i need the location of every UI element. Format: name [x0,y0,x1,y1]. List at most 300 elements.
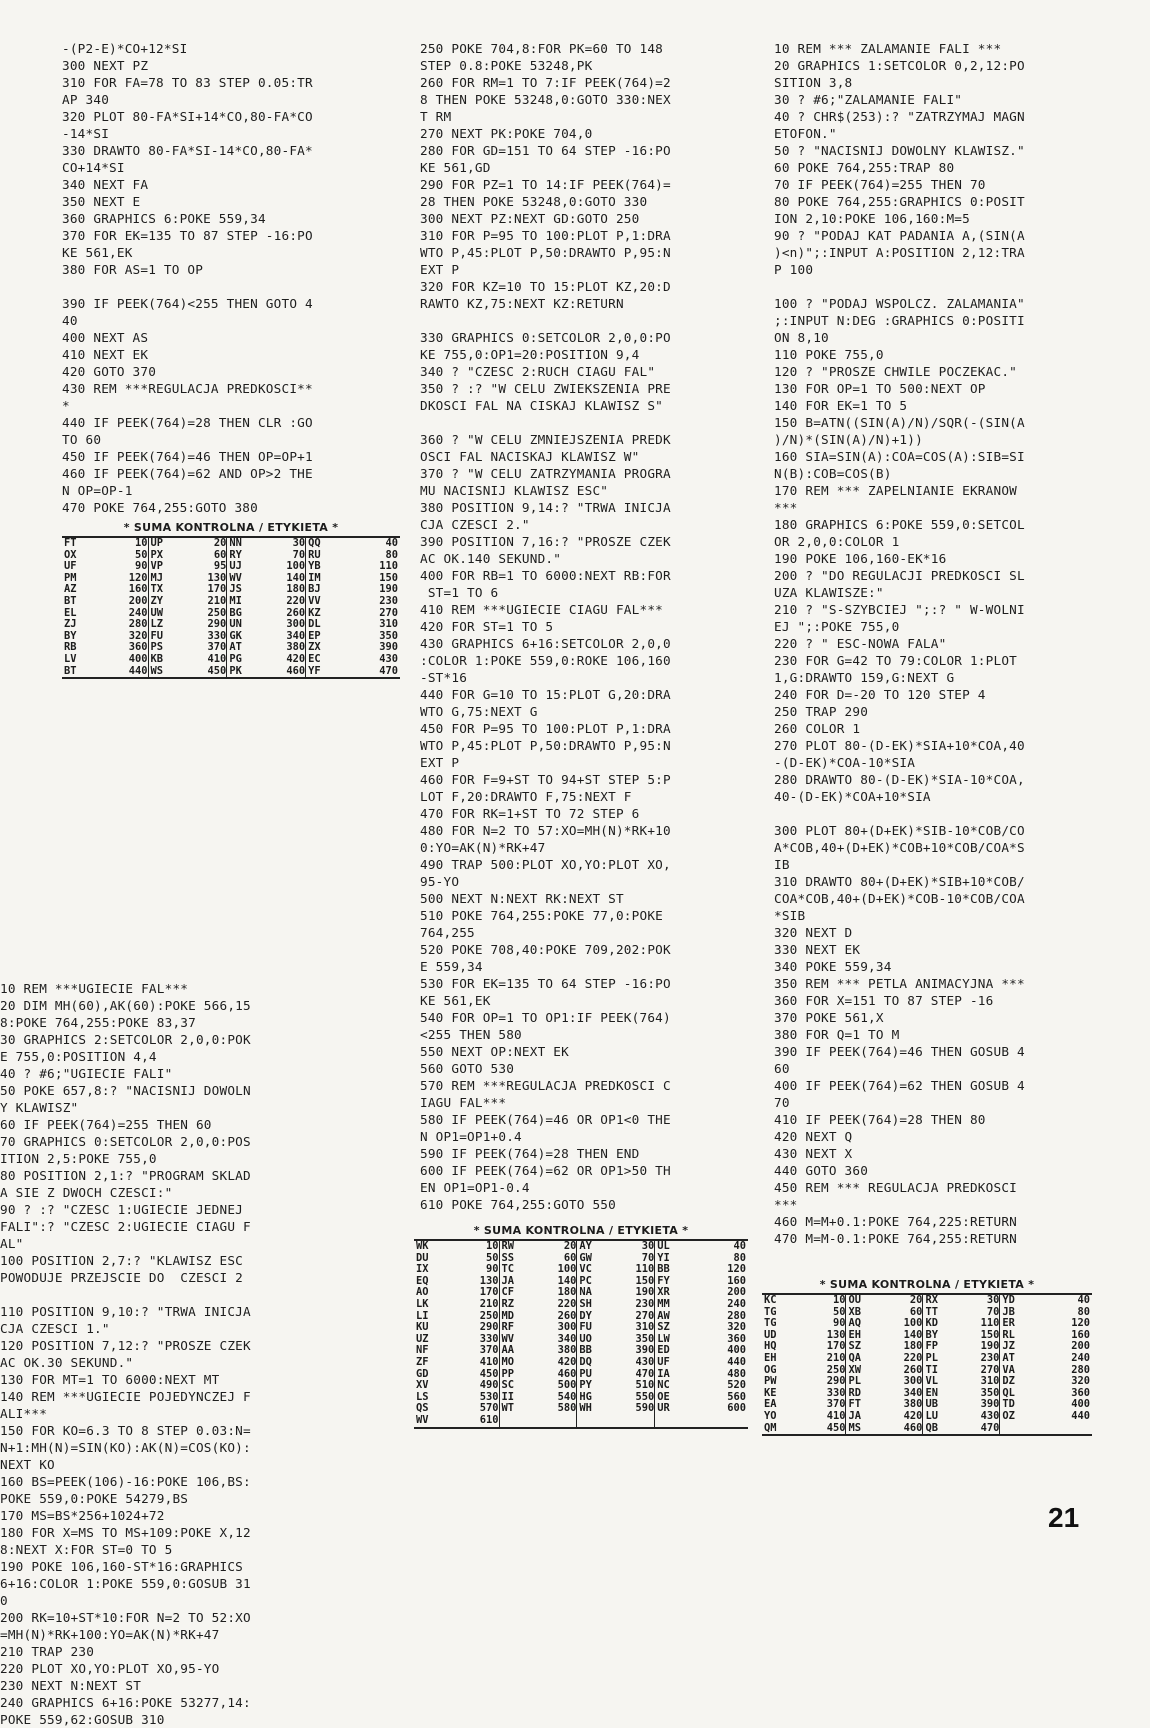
checksum-line-number: 110 [635,1263,655,1276]
code-listing-part-1a: -(P2-E)*CO+12*SI 300 NEXT PZ 310 FOR FA=78 TO 83 STEP 0.05:TR AP 340 320 PLOT 80-FA*SI+14*CO,80-FA*CO -14*SI 330 DRAWTO 80-FA*SI-14*CO,80-FA* CO+14*SI 340 NEXT FA 350 NEXT E 360 GRAPHICS 6:POKE 559,34 370 FOR EK=135 TO 87 STEP -16:PO KE 561,EK 380 FOR AS=1 TO OP 390 IF PEEK(764)<255 THEN GOTO 4 40 400 NEXT AS 410 NEXT EK 420 GOTO 370 430 REM ***REGULACJA PREDKOSCI** * 440 IF PEEK(764)=28 THEN CLR :GO TO 60 450 IF PEEK(764)=46 THEN OP=OP+1 460 IF PEEK(764)=62 AND OP>2 THE N OP=OP-1 470 POKE 764,255:GOTO 380 [62,41,313,515]
checksum-label: XB [846,1307,880,1319]
checksum-label: AT [1000,1353,1034,1365]
checksum-line-number: 260 [903,1363,923,1376]
checksum-label: XR [655,1287,690,1299]
checksum-label: PP [499,1369,534,1381]
checksum-label: IM [306,573,341,585]
checksum-line-number: 350 [635,1332,655,1345]
checksum-line-number: 280 [727,1309,746,1322]
checksum-line-number: 250 [207,606,227,619]
checksum-line-number: 600 [727,1402,746,1415]
checksum-row [414,1240,748,1253]
checksum-label: QL [1000,1388,1034,1400]
checksum-label: RU [306,550,341,562]
checksum-line-number: 130 [479,1274,499,1287]
checksum-label [577,1415,612,1428]
checksum-label: QS [416,1402,429,1415]
checksum-block-2 [414,1218,748,1429]
checksum-line-number: 290 [479,1321,499,1334]
checksum-line-number: 400 [1071,1398,1090,1411]
checksum-line-number: 310 [635,1321,655,1334]
checksum-label: PS [148,642,183,654]
checksum-title-2: * SUMA KONTROLNA / ETYKIETA * [473,1224,689,1237]
checksum-line-number: 470 [980,1421,1000,1434]
checksum-line-number [689,1415,748,1428]
checksum-label: KE [764,1386,777,1399]
checksum-label: YI [655,1253,690,1265]
checksum-label: QM [764,1421,777,1434]
checksum-label: QB [923,1423,957,1436]
checksum-line-number: 190 [980,1340,1000,1353]
checksum-line-number: 170 [479,1286,499,1299]
checksum-row [414,1415,748,1428]
checksum-line-number: 20 [213,537,227,549]
checksum-line-number: 340 [903,1386,923,1399]
checksum-line-number: 190 [635,1286,655,1299]
checksum-label: BT [64,594,77,607]
checksum-line-number: 430 [980,1409,1000,1422]
checksum-line-number: 180 [557,1286,577,1299]
checksum-label: UD [764,1328,777,1341]
checksum-label: ZX [306,642,341,654]
checksum-label: DQ [577,1357,612,1369]
checksum-line-number: 560 [727,1390,746,1403]
checksum-line-number: 20 [909,1294,923,1306]
checksum-label: LZ [148,619,183,631]
checksum-label: PW [764,1375,777,1388]
checksum-label: LI [416,1309,429,1322]
checksum-label: RY [227,550,262,562]
checksum-label: TT [923,1307,957,1319]
checksum-line-number: 430 [635,1355,655,1368]
checksum-line-number: 90 [832,1317,846,1330]
checksum-line-number: 540 [557,1390,577,1403]
checksum-line-number: 570 [479,1402,499,1415]
checksum-row [414,1299,748,1311]
checksum-label: YO [764,1409,777,1422]
checksum-label: ZY [148,596,183,608]
checksum-line-number: 240 [128,606,148,619]
listing-column-3 [774,40,1112,1247]
code-listing-part-2: 250 POKE 704,8:FOR PK=60 TO 148 STEP 0.8:POKE 53248,PK 260 FOR RM=1 TO 7:IF PEEK(764)=2 8 THEN POKE 53248,0:GOTO 330:NEX T RM 270 NEXT PK:POKE 704,0 280 FOR GD=151 TO 64 STEP -16:PO KE 561,GD 290 FOR PZ=1 TO 14:IF PEEK(764)= 28 THEN POKE 53248,0:GOTO 330 300 NEXT PZ:NEXT GD:GOTO 250 310 FOR P=95 TO 100:PLOT P,1:DRA WTO P,45:PLOT P,50:DRAWTO P,95:N EXT P 320 FOR KZ=10 TO 15:PLOT KZ,20:D RAWTO KZ,75:NEXT KZ:RETURN 330 GRAPHICS 0:SETCOLOR 2,0,0:PO KE 755,0:OP1=20:POSITION 9,4 340 ? "CZESC 2:RUCH CIAGU FAL" 350 ? :? "W CELU ZWIEKSZENIA PRE DKOSCI FAL NA CISKAJ KLAWISZ S" 360 ? "W CELU ZMNIEJSZENIA PREDK OSCI FAL NACISKAJ KLAWISZ W" 370 ? "W CELU ZATRZYMANIA PROGRA MU NACISNIJ KLAWISZ ESC" 380 POSITION 9,14:? "TRWA INICJA CJA CZESCI 2." 390 POSITION 7,16:? "PROSZE CZEK AC OK.140 SEKUND." 400 FOR RB=1 TO 6000:NEXT RB:FOR ST=1 TO 6 410 REM ***UGIECIE CIAGU FAL*** 420 FOR ST=1 TO 5 430 GRAPHICS 6+16:SETCOLOR 2,0,0 :COLOR 1:POKE 559,0:ROKE 106,160 -ST*16 440 FOR G=10 TO 15:PLOT G,20:DRA WTO G,75:NEXT G 450 FOR P=95 TO 100:PLOT P,1:DRA WTO P,45:PLOT P,50:DRAWTO P,95:N EXT P 460 FOR F=9+ST TO 94+ST STEP 5:P LOT F,20:DRAWTO F,75:NEXT F 470 FOR RK=1+ST TO 72 STEP 6 480 FOR N=2 TO 57:XO=MH(N)*RK+10 0:YO=AK(N)*RK+47 490 TRAP 500:PLOT XO,YO:PLOT XO, 95-YO 500 NEXT N:NEXT RK:NEXT ST 510 POKE 764,255:POKE 77,0:POKE 764,255 520 POKE 708,40:POKE 709,202:POK E 559,34 530 FOR EK=135 TO 64 STEP -16:PO KE 561,EK 540 FOR OP=1 TO OP1:IF PEEK(764) <255 THEN 580 550 NEXT OP:NEXT EK 560 GOTO 530 570 REM ***REGULACJA PREDKOSCI C IAGU FAL*** 580 IF PEEK(764)=46 OR OP1<0 THE N OP1=OP1+0.4 590 IF PEEK(764)=28 THEN END 600 IF PEEK(764)=62 OR OP1>50 TH EN OP1=OP1-0.4 610 POKE 764,255:GOTO 550 [420,41,671,1212]
checksum-block-3 [762,1272,1092,1436]
checksum-line-number: 50 [832,1305,846,1318]
checksum-label: RB [64,641,77,654]
checksum-label: AA [499,1345,534,1357]
checksum-label: UB [923,1399,957,1411]
checksum-line-number: 30 [986,1294,1000,1306]
checksum-label: KD [923,1318,957,1330]
checksum-line-number: 130 [207,571,227,584]
checksum-line-number: 300 [903,1375,923,1388]
checksum-line-number: 30 [641,1240,655,1252]
checksum-label: RZ [499,1299,534,1311]
checksum-label: KC [764,1294,777,1306]
checksum-line-number: 330 [826,1386,846,1399]
checksum-row [414,1322,748,1334]
checksum-line-number: 420 [557,1355,577,1368]
checksum-label: RL [1000,1330,1034,1342]
checksum-line-number: 240 [1071,1351,1090,1364]
checksum-label: PL [923,1353,957,1365]
checksum-line-number: 410 [826,1409,846,1422]
checksum-label: BT [64,664,77,677]
checksum-label: RX [923,1294,957,1307]
code-listing-part-1b: 10 REM ***UGIECIE FAL*** 20 DIM MH(60),AK(60):POKE 566,15 8:POKE 764,255:POKE 83,37 30 GRAPHICS 2:SETCOLOR 2,0,0:POK E 755,0:POSITION 4,4 40 ? #6;"UGIECIE FALI" 50 POKE 657,8:? "NACISNIJ DOWOLN Y KLAWISZ" 60 IF PEEK(764)=255 THEN 60 70 GRAPHICS 0:SETCOLOR 2,0,0:POS ITION 2,5:POKE 755,0 80 POSITION 2,1:? "PROGRAM SKLAD A SIE Z DWOCH CZESCI:" 90 ? :? "CZESC 1:UGIECIE JEDNEJ FALI":? "CZESC 2:UGIECIE CIAGU F AL" 100 POSITION 2,7:? "KLAWISZ ESC POWODUJE PRZEJSCIE DO CZESCI 2 110 POSITION 9,10:? "TRWA INICJA CJA CZESCI 1." 120 POSITION 7,12:? "PROSZE CZEK AC OK.30 SEKUND." 130 FOR MT=1 TO 6000:NEXT MT 140 REM ***UGIECIE POJEDYNCZEJ F ALI*** 150 FOR KO=6.3 TO 8 STEP 0.03:N= N+1:MH(N)=SIN(KO):AK(N)=COS(KO): NEXT KO 160 BS=PEEK(106)-16:POKE 106,BS: POKE 559,0:POKE 54279,BS 170 MS=BS*256+1024+72 180 FOR X=MS TO MS+109:POKE X,12 8:NEXT X:FOR ST=0 TO 5 190 POKE 106,160-ST*16:GRAPHICS 6+16:COLOR 1:POKE 559,0:GOSUB 31 0 200 RK=10+ST*10:FOR N=2 TO 52:XO =MH(N)*RK+100:YO=AK(N)*RK+47 210 TRAP 230 220 PLOT XO,YO:PLOT XO,95-YO 230 NEXT N:NEXT ST 240 GRAPHICS 6+16:POKE 53277,14: POKE 559,62:GOSUB 310 [0,981,251,1727]
checksum-label: JB [1000,1307,1034,1319]
checksum-line-number: 90 [135,560,148,573]
checksum-line-number: 340 [557,1332,577,1345]
checksum-line-number: 100 [903,1317,923,1330]
checksum-row [62,537,400,550]
checksum-label: OU [846,1294,880,1307]
checksum-label: KZ [306,608,341,620]
checksum-label: EH [846,1330,880,1342]
checksum-row [414,1357,748,1369]
checksum-label: NF [416,1344,429,1357]
checksum-line-number: 390 [379,641,398,654]
checksum-line-number: 610 [479,1413,499,1426]
checksum-line-number: 140 [557,1274,577,1287]
checksum-line-number: 280 [1071,1363,1090,1376]
checksum-line-number: 40 [733,1240,746,1252]
checksum-label: SZ [846,1341,880,1353]
checksum-label: UP [148,537,183,550]
checksum-line-number: 10 [832,1294,846,1306]
checksum-label: MM [655,1299,690,1311]
checksum-line-number: 440 [128,664,148,677]
checksum-label: JA [499,1276,534,1288]
checksum-row [762,1294,1092,1307]
checksum-label: HQ [764,1340,777,1353]
checksum-line-number: 250 [479,1309,499,1322]
checksum-line-number: 500 [557,1379,577,1392]
checksum-label: WS [148,666,183,679]
checksum-label: SC [499,1380,534,1392]
checksum-label: UW [148,608,183,620]
checksum-label: PC [577,1276,612,1288]
checksum-table-2 [414,1239,748,1429]
checksum-line-number: 300 [557,1321,577,1334]
checksum-label: LW [655,1334,690,1346]
checksum-line-number: 95 [213,560,227,573]
checksum-label: UO [577,1334,612,1346]
checksum-line-number: 50 [135,548,148,561]
checksum-label: UF [64,560,77,573]
checksum-line-number: 270 [635,1309,655,1322]
checksum-line-number: 140 [903,1328,923,1341]
checksum-label: WV [499,1334,534,1346]
checksum-line-number: 220 [557,1297,577,1310]
checksum-label: AQ [846,1318,880,1330]
checksum-label: ZJ [64,618,77,631]
checksum-label: BJ [306,584,341,596]
checksum-line-number: 390 [635,1344,655,1357]
checksum-line-number: 150 [635,1274,655,1287]
checksum-label: VL [923,1376,957,1388]
checksum-label: YD [1000,1294,1034,1307]
checksum-row [762,1353,1092,1365]
checksum-row [62,654,400,666]
checksum-label: FP [923,1341,957,1353]
checksum-label: MJ [148,573,183,585]
checksum-line-number: 290 [826,1375,846,1388]
checksum-line-number: 150 [980,1328,1000,1341]
checksum-label: XW [846,1365,880,1377]
checksum-line-number: 240 [727,1297,746,1310]
checksum-line-number: 130 [826,1328,846,1341]
checksum-line-number: 530 [479,1390,499,1403]
checksum-line-number: 520 [727,1379,746,1392]
checksum-label: CF [499,1287,534,1299]
checksum-row [414,1380,748,1392]
checksum-label: ER [1000,1318,1034,1330]
checksum-label [1000,1423,1034,1436]
checksum-line-number: 450 [207,664,227,677]
checksum-label: FT [846,1399,880,1411]
checksum-label: JA [846,1411,880,1423]
checksum-label: PK [227,666,262,679]
checksum-line-number: 460 [557,1367,577,1380]
checksum-label: PM [64,571,77,584]
checksum-line-number: 300 [286,618,306,631]
checksum-label: UL [655,1240,690,1253]
checksum-label: JS [227,584,262,596]
checksum-label: DU [416,1251,429,1264]
checksum-label: RW [499,1240,534,1253]
checksum-line-number: 220 [903,1351,923,1364]
listing-column-1 [62,40,402,516]
checksum-table-3 [762,1293,1092,1436]
checksum-line-number: 410 [479,1355,499,1368]
checksum-label: UN [227,619,262,631]
checksum-label: MS [846,1423,880,1436]
checksum-line-number: 380 [903,1398,923,1411]
checksum-label: BY [923,1330,957,1342]
checksum-line-number: 380 [286,641,306,654]
checksum-table-1 [62,536,400,679]
checksum-line-number: 350 [379,629,398,642]
checksum-label: TX [148,584,183,596]
checksum-label: EH [764,1351,777,1364]
checksum-line-number: 390 [980,1398,1000,1411]
checksum-line-number: 510 [635,1379,655,1392]
checksum-line-number: 440 [1071,1409,1090,1422]
checksum-line-number: 410 [207,652,227,665]
checksum-label: WV [416,1413,429,1426]
checksum-label: PU [577,1369,612,1381]
checksum-label: MI [227,596,262,608]
checksum-label: TG [764,1305,777,1318]
checksum-label: LK [416,1297,429,1310]
checksum-line-number: 80 [1077,1305,1090,1318]
checksum-label: PX [148,550,183,562]
checksum-line-number: 360 [128,641,148,654]
checksum-line-number: 120 [727,1263,746,1276]
checksum-line-number: 290 [207,618,227,631]
checksum-line-number: 20 [563,1240,577,1252]
checksum-line-number: 310 [379,618,398,631]
checksum-line-number: 430 [379,652,398,665]
code-listing-part-3: 10 REM *** ZALAMANIE FALI *** 20 GRAPHICS 1:SETCOLOR 0,2,12:PO SITION 3,8 30 ? #6;"ZALAMANIE FALI" 40 ? CHR$(253):? "ZATRZYMAJ MAGN ETOFON." 50 ? "NACISNIJ DOWOLNY KLAWISZ." 60 POKE 764,255:TRAP 80 70 IF PEEK(764)=255 THEN 70 80 POKE 764,255:GRAPHICS 0:POSIT ION 2,10:POKE 106,160:M=5 90 ? "PODAJ KAT PADANIA A,(SIN(A )<n)";:INPUT A:POSITION 2,12:TRA P 100 100 ? "PODAJ WSPOLCZ. ZALAMANIA" ;:INPUT N:DEG :GRAPHICS 0:POSITI ON 8,10 110 POKE 755,0 120 ? "PROSZE CHWILE POCZEKAC." 130 FOR OP=1 TO 500:NEXT OP 140 FOR EK=1 TO 5 150 B=ATN((SIN(A)/N)/SQR(-(SIN(A )/N)*(SIN(A)/N)+1)) 160 SIA=SIN(A):COA=COS(A):SIB=SI N(B):COB=COS(B) 170 REM *** ZAPELNIANIE EKRANOW *** 180 GRAPHICS 6:POKE 559,0:SETCOL OR 2,0,0:COLOR 1 190 POKE 106,160-EK*16 200 ? "DO REGULACJI PREDKOSCI SL UZA KLAWISZE:" 210 ? "S-SZYBCIEJ ";:? " W-WOLNI EJ ";:POKE 755,0 220 ? " ESC-NOWA FALA" 230 FOR G=42 TO 79:COLOR 1:PLOT 1,G:DRAWTO 159,G:NEXT G 240 FOR D=-20 TO 120 STEP 4 250 TRAP 290 260 COLOR 1 270 PLOT 80-(D-EK)*SIA+10*COA,40 -(D-EK)*COA-10*SIA 280 DRAWTO 80-(D-EK)*SIA-10*COA, 40-(D-EK)*COA+10*SIA 300 PLOT 80+(D+EK)*SIB-10*COB/CO A*COB,40+(D+EK)*COB+10*COB/COA*S IB 310 DRAWTO 80+(D+EK)*SIB+10*COB/ COA*COB,40+(D+EK)*COB-10*COB/COA *SIB 320 NEXT D 330 NEXT EK 340 POKE 559,34 350 REM *** PETLA ANIMACYJNA *** 360 FOR X=151 TO 87 STEP -16 370 POKE 561,X 380 FOR Q=1 TO M 390 IF PEEK(764)=46 THEN GOSUB 4 60 400 IF PEEK(764)=62 THEN GOSUB 4 70 410 IF PEEK(764)=28 THEN 80 420 NEXT Q 430 NEXT X 440 GOTO 360 450 REM *** REGULACJA PREDKOSCI *** 460 M=M+0.1:POKE 764,225:RETURN 470 M=M-0.1:POKE 764,255:RETURN [774,41,1025,1246]
checksum-label: SS [499,1253,534,1265]
page-number: 21 [1048,1502,1080,1533]
checksum-line-number: 340 [286,629,306,642]
checksum-label: KB [148,654,183,666]
checksum-line-number: 10 [135,537,148,549]
checksum-line-number: 80 [385,548,398,561]
checksum-line-number: 120 [128,571,148,584]
checksum-label: ZF [416,1355,429,1368]
checksum-label: OG [764,1363,777,1376]
checksum-line-number: 320 [1071,1375,1090,1388]
checksum-line-number: 190 [379,583,398,596]
checksum-label: AO [416,1286,429,1299]
checksum-label: DL [306,619,341,631]
checksum-line-number: 80 [733,1251,746,1264]
listing-column-2 [420,40,760,1213]
checksum-line-number: 450 [479,1367,499,1380]
checksum-label: GK [227,631,262,643]
checksum-line-number: 420 [903,1409,923,1422]
checksum-line-number: 160 [727,1274,746,1287]
checksum-line-number: 370 [207,641,227,654]
checksum-label: NC [655,1380,690,1392]
checksum-label: VV [306,596,341,608]
checksum-line-number: 360 [727,1332,746,1345]
checksum-line-number: 100 [557,1263,577,1276]
checksum-line-number: 380 [557,1344,577,1357]
checksum-line-number: 580 [557,1402,577,1415]
checksum-label: YB [306,561,341,573]
checksum-label: LV [64,652,77,665]
checksum-line-number: 40 [385,537,398,549]
checksum-label: VA [1000,1365,1034,1377]
checksum-label: EC [306,654,341,666]
checksum-label: HG [577,1392,612,1404]
checksum-label: RD [846,1388,880,1400]
checksum-label: WT [499,1403,534,1415]
checksum-line-number: 40 [1077,1294,1090,1306]
checksum-label: BG [227,608,262,620]
checksum-row [414,1403,748,1415]
checksum-row [62,619,400,631]
checksum-label: JZ [1000,1341,1034,1353]
checksum-line-number: 230 [635,1297,655,1310]
checksum-label: PG [227,654,262,666]
checksum-line-number: 470 [379,664,398,677]
checksum-label: DY [577,1311,612,1323]
checksum-row [762,1423,1092,1436]
checksum-label: WK [416,1240,429,1252]
checksum-label: AY [577,1240,612,1253]
checksum-line-number: 30 [292,537,306,549]
checksum-line-number: 260 [286,606,306,619]
checksum-line-number: 210 [826,1351,846,1364]
checksum-label: EN [923,1388,957,1400]
checksum-label: QQ [306,537,341,550]
checksum-line-number: 170 [826,1340,846,1353]
checksum-line-number: 460 [286,664,306,677]
checksum-line-number: 230 [379,594,398,607]
checksum-label: OE [655,1392,690,1404]
checksum-line-number: 120 [1071,1317,1090,1330]
checksum-line-number: 550 [635,1390,655,1403]
checksum-line-number: 260 [557,1309,577,1322]
checksum-line-number [612,1415,655,1428]
checksum-line-number: 370 [479,1344,499,1357]
checksum-line-number: 490 [479,1379,499,1392]
checksum-line-number: 450 [826,1421,846,1434]
checksum-label: ED [655,1345,690,1357]
checksum-line-number: 440 [727,1355,746,1368]
checksum-line-number: 70 [986,1305,1000,1318]
checksum-label: NN [227,537,262,550]
checksum-line-number: 350 [980,1386,1000,1399]
checksum-line-number: 200 [1071,1340,1090,1353]
checksum-line-number: 180 [286,583,306,596]
checksum-label: YF [306,666,341,679]
checksum-line-number: 10 [485,1240,499,1252]
checksum-label: OZ [1000,1411,1034,1423]
checksum-label: BB [655,1264,690,1276]
checksum-line-number: 180 [903,1340,923,1353]
checksum-line-number: 330 [479,1332,499,1345]
checksum-label: WV [227,573,262,585]
checksum-label: MD [499,1311,534,1323]
checksum-block-1 [62,515,400,679]
checksum-title-1: * SUMA KONTROLNA / ETYKIETA * [123,521,339,534]
checksum-line-number: 370 [826,1398,846,1411]
checksum-line-number: 330 [207,629,227,642]
checksum-line-number: 480 [727,1367,746,1380]
checksum-line-number: 60 [563,1251,577,1264]
checksum-line-number: 400 [128,652,148,665]
checksum-line-number: 220 [286,594,306,607]
checksum-label: FU [577,1322,612,1334]
checksum-line-number: 100 [286,560,306,573]
checksum-line-number: 90 [485,1263,499,1276]
checksum-label: TI [923,1365,957,1377]
checksum-line-number: 60 [213,548,227,561]
checksum-label: RF [499,1322,534,1334]
checksum-label: UZ [416,1332,429,1345]
checksum-line-number [534,1415,577,1428]
checksum-label: LU [923,1411,957,1423]
checksum-label: FU [148,631,183,643]
checksum-label [655,1415,690,1428]
checksum-line-number: 270 [379,606,398,619]
checksum-row [762,1411,1092,1423]
checksum-line-number: 70 [292,548,306,561]
checksum-label: TG [764,1317,777,1330]
checksum-line-number: 200 [727,1286,746,1299]
checksum-label: UF [655,1357,690,1369]
checksum-label: EA [764,1398,777,1411]
checksum-label: VP [148,561,183,573]
checksum-label: GW [577,1253,612,1265]
checksum-line-number: 200 [128,594,148,607]
checksum-line-number: 280 [128,618,148,631]
checksum-line-number: 470 [635,1367,655,1380]
checksum-line-number: 60 [909,1305,923,1318]
checksum-line-number: 590 [635,1402,655,1415]
checksum-line-number: 360 [1071,1386,1090,1399]
checksum-label: II [499,1392,534,1404]
checksum-label: FT [64,537,77,549]
checksum-label: NA [577,1287,612,1299]
checksum-label: PY [577,1380,612,1392]
